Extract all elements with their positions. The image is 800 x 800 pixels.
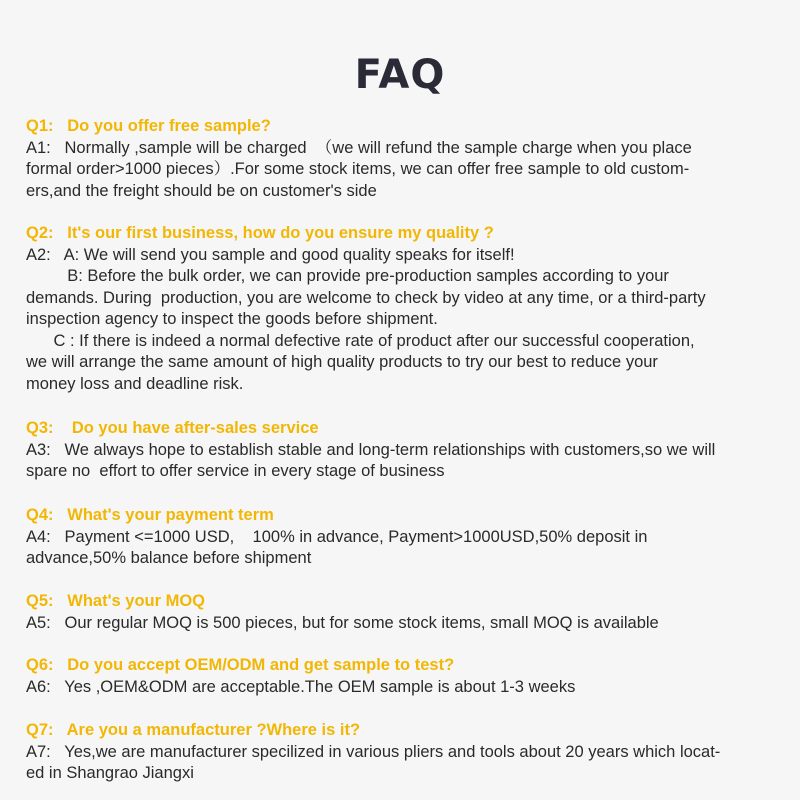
answer-7 [26, 742, 778, 785]
answer-1 [26, 138, 778, 203]
question-7: Q7: Are you a manufacturer ?Where is it? [26, 721, 361, 739]
faq-item-1 [26, 116, 778, 202]
answer-line: A2: A: We will send you sample and good quality speaks for itself! [26, 245, 515, 264]
faq-item-3 [26, 418, 778, 483]
answer-line: A7: Yes,we are manufacturer specilized in various pliers and tools about 20 years which locat- [26, 742, 721, 761]
answer-line: A1: Normally ,sample will be charged （we will refund the sample charge when you place [26, 138, 692, 157]
answer-line: A5: Our regular MOQ is 500 pieces, but for some stock items, small MOQ is available [26, 613, 659, 632]
answer-line: money loss and deadline risk. [26, 374, 244, 393]
faq-item-6 [26, 655, 778, 698]
answer-line: advance,50% balance before shipment [26, 549, 312, 567]
answer-line: A3: We always hope to establish stable and long-term relationships with customers,so we will [26, 440, 716, 459]
answer-line: inspection agency to inspect the goods before shipment. [26, 310, 438, 328]
answer-line: demands. During production, you are welcome to check by video at any time, or a third-party [26, 288, 706, 307]
answer-6 [26, 677, 778, 699]
answer-4 [26, 527, 778, 570]
answer-line: ers,and the freight should be on customer's side [26, 181, 377, 200]
question-2: Q2: It's our first business, how do you ensure my quality ? [26, 224, 494, 242]
question-6: Q6: Do you accept OEM/ODM and get sample to test? [26, 656, 455, 674]
answer-line: we will arrange the same amount of high quality products to try our best to reduce your [26, 353, 658, 371]
answer-line: B: Before the bulk order, we can provide pre-production samples according to your [26, 267, 669, 285]
answer-3 [26, 440, 778, 483]
faq-item-5 [26, 591, 778, 634]
question-1: Q1: Do you offer free sample? [26, 117, 271, 135]
answer-2 [26, 245, 778, 396]
answer-line: A6: Yes ,OEM&ODM are acceptable.The OEM sample is about 1-3 weeks [26, 677, 576, 696]
answer-line: A4: Payment <=1000 USD, 100% in advance, Payment>1000USD,50% deposit in [26, 527, 648, 546]
question-3: Q3: Do you have after-sales service [26, 419, 319, 437]
question-5: Q5: What's your MOQ [26, 592, 206, 610]
faq-item-4 [26, 505, 778, 570]
faq-item-7 [26, 720, 778, 785]
answer-line: ed in Shangrao Jiangxi [26, 764, 194, 782]
faq-item-2 [26, 223, 778, 395]
answer-5 [26, 613, 778, 635]
answer-line: formal order>1000 pieces）.For some stock items, we can offer free sample to old custom- [26, 160, 690, 178]
page-title: FAQ [354, 52, 446, 98]
answer-line: spare no effort to offer service in every stage of business [26, 462, 445, 480]
answer-line: C : If there is indeed a normal defective rate of product after our successful cooperation, [26, 331, 695, 350]
question-4: Q4: What's your payment term [26, 506, 274, 524]
